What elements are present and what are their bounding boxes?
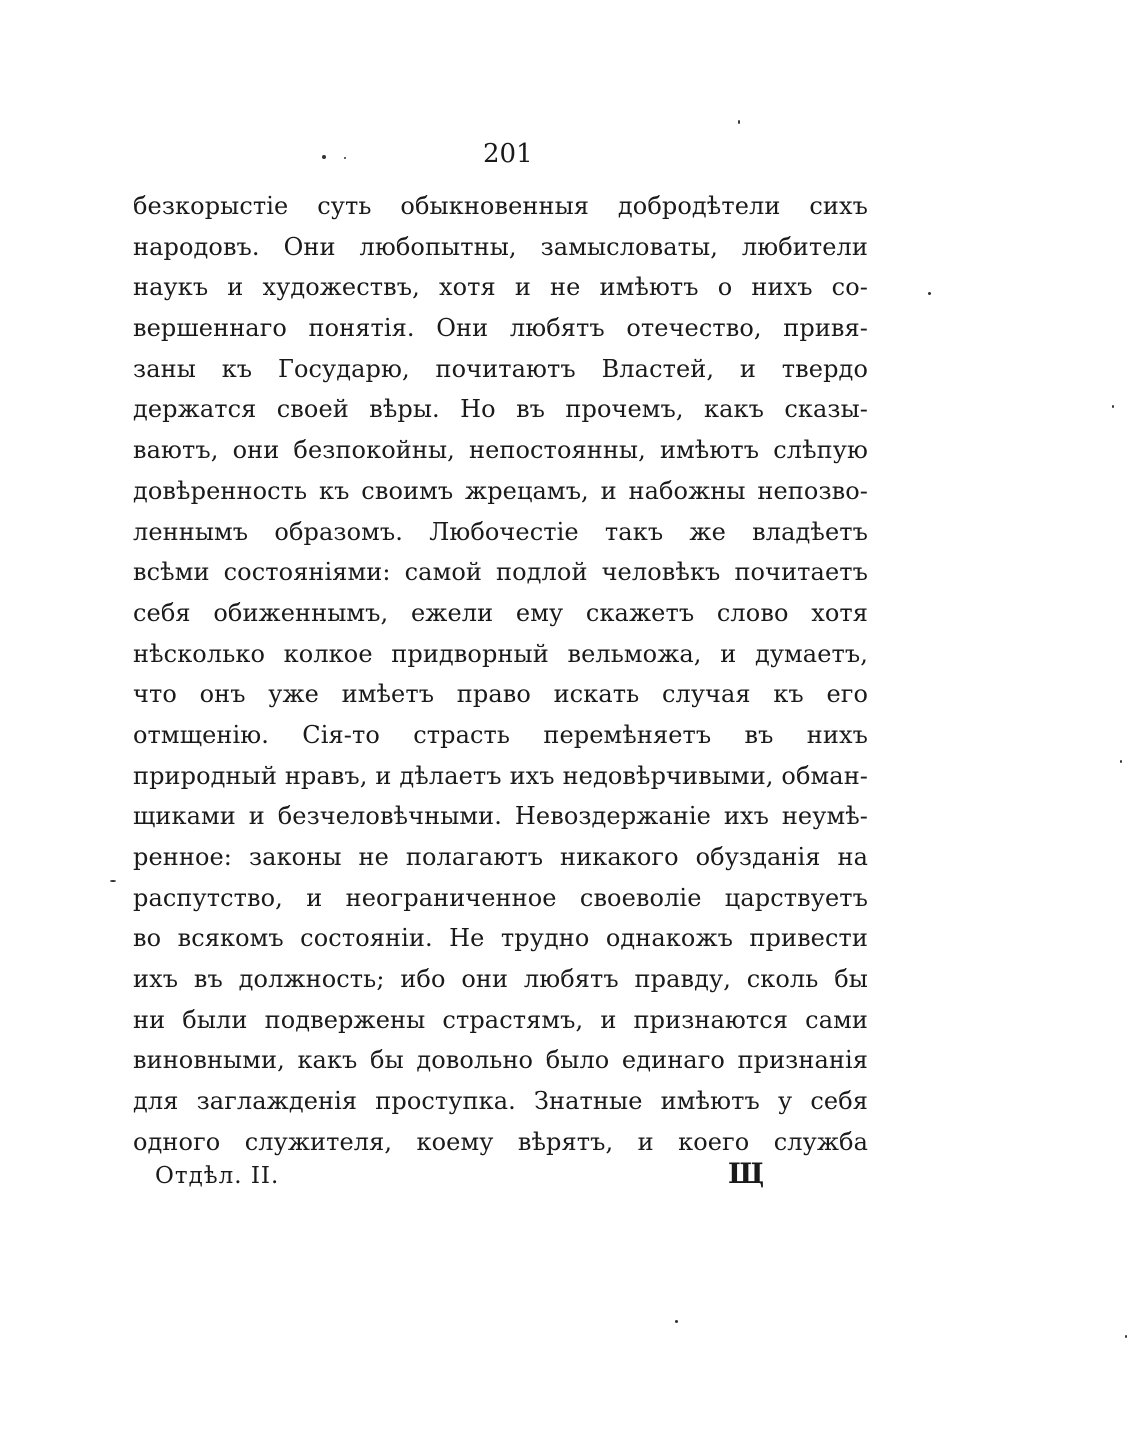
text-line: себя обиженнымъ, ежели ему скажетъ слово хотя	[133, 598, 868, 627]
text-line: ни были подвержены страстямъ, и признаются сами	[133, 1005, 868, 1034]
text-line: нѣсколько колкое придворный вельможа, и думаетъ,	[133, 639, 868, 668]
scan-speck	[675, 1320, 678, 1323]
text-line: виновными, какъ бы довольно было единаго признанія	[133, 1046, 868, 1075]
scan-speck	[322, 155, 326, 159]
page-number: 201	[483, 139, 533, 169]
text-line: одного служителя, коему вѣрятъ, и коего служба	[133, 1127, 868, 1156]
text-line: всѣми состояніями: самой подлой человѣкъ почитаетъ	[133, 558, 868, 587]
signature-mark: Щ	[728, 1157, 765, 1190]
text-line: распутство, и неограниченное своеволіе царствуетъ	[133, 883, 868, 912]
text-line: леннымъ образомъ. Любочестіе такъ же владѣетъ	[133, 517, 868, 546]
scan-speck	[1120, 760, 1122, 763]
scan-speck	[344, 157, 346, 159]
text-line: ваютъ, они безпокойны, непостоянны, имѣютъ слѣпую	[133, 436, 868, 465]
text-line: для заглажденія проступка. Знатные имѣютъ у себя	[133, 1087, 868, 1116]
text-line: довѣренность къ своимъ жрецамъ, и набожны непозво-	[133, 476, 868, 505]
scan-speck	[1125, 1335, 1127, 1338]
text-line: во всякомъ состояніи. Не трудно однакожъ привести	[133, 924, 868, 953]
scan-speck	[738, 120, 740, 124]
text-line: природный нравъ, и дѣлаетъ ихъ недовѣрчивыми, обман-	[133, 761, 868, 790]
text-line: щиками и безчеловѣчными. Невоздержаніе ихъ неумѣ-	[133, 802, 868, 831]
text-line: заны къ Государю, почитаютъ Властей, и твердо	[133, 354, 868, 383]
section-marker: Отдѣл. II.	[155, 1163, 280, 1189]
text-line: наукъ и художествъ, хотя и не имѣютъ о нихъ со-	[133, 273, 868, 302]
text-line: народовъ. Они любопытны, замысловаты, любители	[133, 232, 868, 261]
scan-speck	[110, 880, 116, 882]
text-line: безкорыстіе суть обыкновенныя добродѣтели сихъ	[133, 192, 868, 220]
text-line: ренное: законы не полагаютъ никакого обузданія на	[133, 843, 868, 871]
scan-speck	[928, 292, 931, 295]
text-line: что онъ уже имѣетъ право искать случая къ его	[133, 680, 868, 709]
text-line: вершеннаго понятія. Они любятъ отечество, привя-	[133, 314, 868, 343]
text-line: ихъ въ должность; ибо они любятъ правду, сколь бы	[133, 965, 868, 994]
body-text	[133, 186, 868, 1163]
scan-speck	[1112, 405, 1114, 408]
text-line: держатся своей вѣры. Но въ прочемъ, какъ сказы-	[133, 395, 868, 424]
text-line: отмщенію. Сія-то страсть перемѣняетъ въ нихъ	[133, 720, 868, 749]
